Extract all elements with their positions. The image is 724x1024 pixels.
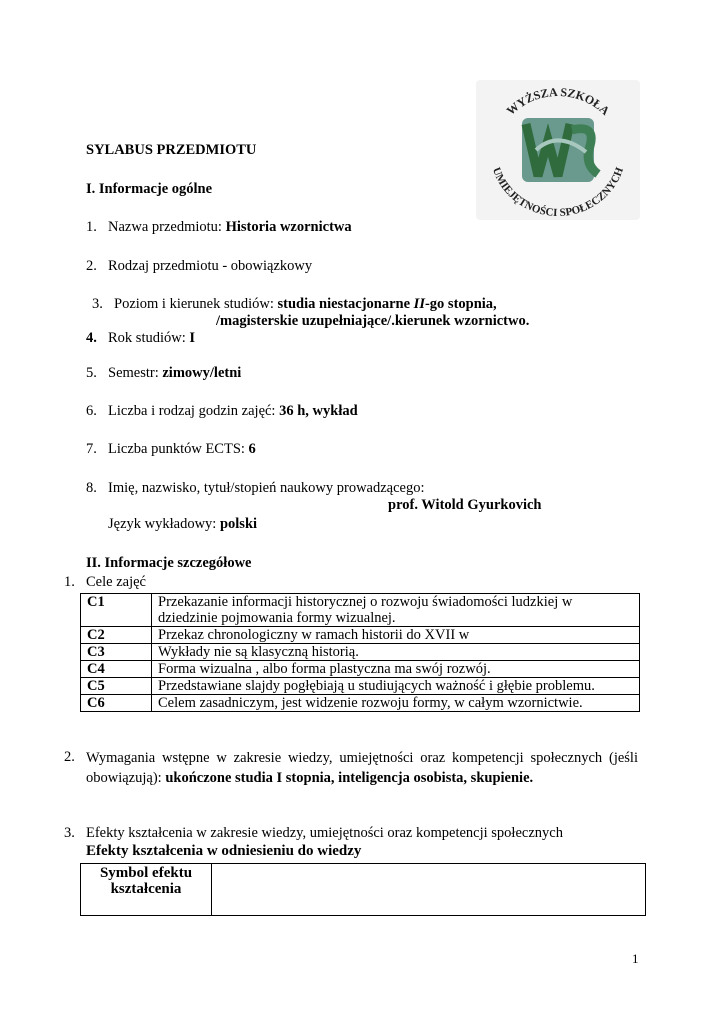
item-hours [86, 403, 358, 420]
goal-symbol: C2 [81, 627, 152, 644]
item-lecturer [86, 480, 425, 497]
table-row [81, 678, 640, 695]
item-value-italic: II [413, 296, 425, 312]
goal-text: Forma wizualna , albo forma plastyczna ma swój rozwój. [152, 661, 640, 678]
effects-description-header [212, 864, 646, 916]
goal-text: Celem zasadniczym, jest widzenie rozwoju formy, w całym wzornictwie. [152, 695, 640, 712]
logo-monogram [522, 118, 598, 182]
table-row [81, 627, 640, 644]
item-study-year [86, 330, 195, 347]
item-number: 3. [92, 296, 103, 312]
item-label: Język wykładowy: [108, 516, 220, 532]
item-ects [86, 441, 256, 458]
goal-text: Przekazanie informacji historycznej o rozwoju świadomości ludzkiej w dziedzinie pojmowania formy wizualnej. [152, 594, 640, 627]
item-level-direction [92, 296, 497, 313]
item-label: Liczba punktów ECTS: [108, 441, 249, 457]
item-course-name [86, 219, 352, 236]
item-value: zimowy/letni [162, 365, 242, 381]
item-number: 8. [86, 480, 97, 496]
item-number: 7. [86, 441, 97, 457]
requirements-number: 2. [64, 749, 75, 765]
item-course-type [86, 258, 312, 275]
item-value: studia niestacjonarne [277, 296, 414, 312]
page-number: 1 [632, 951, 639, 966]
table-row [81, 695, 640, 712]
item-number: 1. [86, 219, 97, 235]
item-label: Cele zajęć [86, 574, 146, 590]
requirements-label: Wymagania wstępne w zakresie wiedzy, umiejętności oraz kompetencji społecznych (jeśli obowiązują): [86, 750, 638, 786]
item-number: 6. [86, 403, 97, 419]
item-label: Imię, nazwisko, tytuł/stopień naukowy prowadzącego: [108, 480, 425, 496]
item-value-suffix: -go stopnia, [424, 296, 497, 312]
item-label: Rodzaj przedmiotu - obowiązkowy [108, 258, 313, 274]
effects-table [80, 863, 646, 916]
goal-symbol: C1 [81, 594, 152, 627]
effects-symbol-header: Symbol efektu kształcenia [81, 864, 212, 916]
item-value: I [189, 330, 196, 346]
table-row [81, 661, 640, 678]
goals-label [64, 574, 146, 591]
goals-table [80, 593, 640, 712]
requirements-text [86, 748, 638, 788]
item-value: polski [219, 516, 258, 532]
item-level-direction-line2: /magisterskie uzupełniające/.kierunek wzornictwo. [216, 313, 530, 329]
item-number: 2. [86, 258, 97, 274]
effects-subheading: Efekty kształcenia w odniesieniu do wiedzy [86, 843, 362, 859]
table-row [81, 864, 646, 916]
item-number: 4. [86, 330, 97, 346]
effects-label [64, 825, 563, 842]
goal-symbol: C4 [81, 661, 152, 678]
section-general-heading: I. Informacje ogólne [86, 181, 213, 197]
logo-top-text: WYŻSZA SZKOŁA [503, 84, 613, 118]
item-number: 3. [64, 825, 75, 841]
table-row [81, 594, 640, 627]
item-label: Nazwa przedmiotu: [108, 219, 226, 235]
document-title: SYLABUS PRZEDMIOTU [86, 142, 257, 158]
item-value: 36 h, wykład [279, 403, 358, 419]
item-label: Poziom i kierunek studiów: [114, 296, 278, 312]
item-label: Rok studiów: [108, 330, 190, 346]
goal-symbol: C6 [81, 695, 152, 712]
school-logo [476, 80, 640, 220]
item-semester [86, 365, 241, 382]
goal-symbol: C3 [81, 644, 152, 661]
goal-symbol: C5 [81, 678, 152, 695]
requirements-value: ukończone studia I stopnia, inteligencja osobista, skupienie. [165, 770, 534, 786]
item-language [108, 516, 257, 533]
item-value: Historia wzornictwa [225, 219, 352, 235]
item-number: 5. [86, 365, 97, 381]
item-label: Liczba i rodzaj godzin zajęć: [108, 403, 280, 419]
goal-text: Wykłady nie są klasyczną historią. [152, 644, 640, 661]
item-value: 6 [248, 441, 256, 457]
item-label: Semestr: [108, 365, 163, 381]
section-detailed-heading: II. Informacje szczegółowe [86, 555, 252, 571]
logo-bottom-text: UMIEJĘTNOŚCI SPOŁECZNYCH [489, 165, 627, 220]
lecturer-name: prof. Witold Gyurkovich [388, 497, 542, 513]
item-label: Efekty kształcenia w zakresie wiedzy, umiejętności oraz kompetencji społecznych [86, 825, 563, 841]
goal-text: Przedstawiane slajdy pogłębiają u studiujących ważność i głębie problemu. [152, 678, 640, 695]
goal-text: Przekaz chronologiczny w ramach historii do XVII w [152, 627, 640, 644]
item-number: 1. [64, 574, 75, 590]
table-row [81, 644, 640, 661]
